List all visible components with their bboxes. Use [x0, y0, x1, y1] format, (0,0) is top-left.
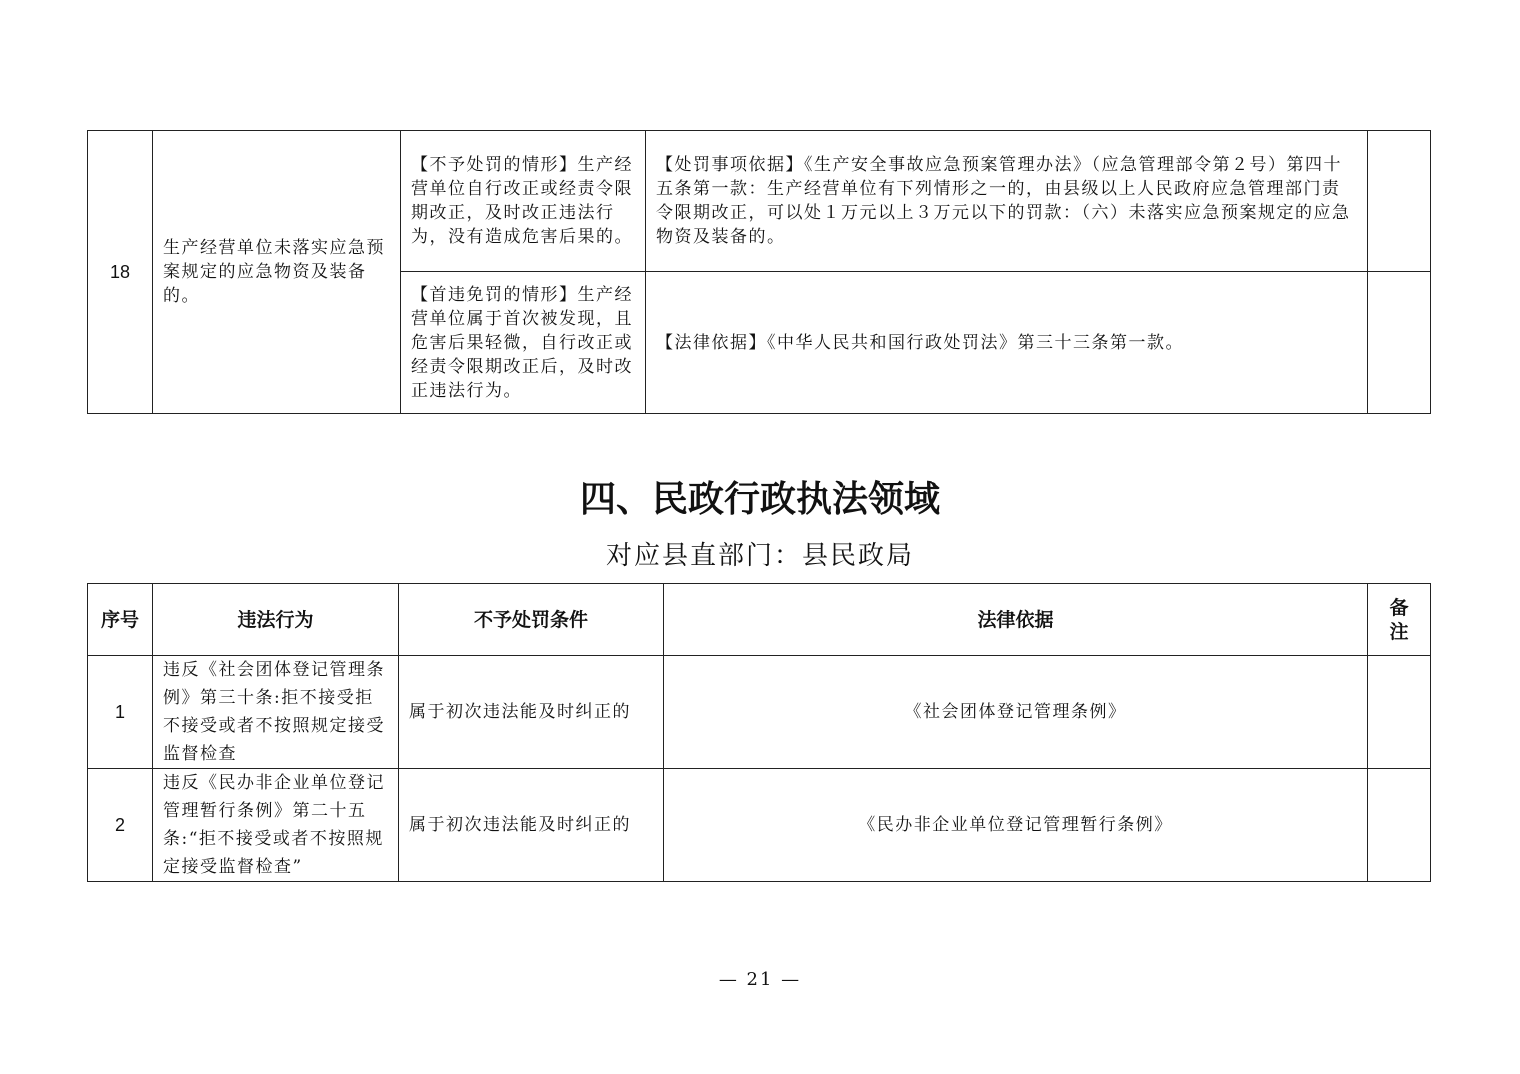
header-number: 序号 [88, 584, 153, 656]
basis-cell: 《社会团体登记管理条例》 [664, 656, 1368, 769]
violation-cell: 违反《民办非企业单位登记管理暂行条例》第二十五条:“拒不接受或者不按照规定接受监督检查” [153, 769, 399, 882]
table-row [88, 769, 1431, 882]
table-row [88, 656, 1431, 769]
remark-cell [1368, 656, 1431, 769]
header-basis: 法律依据 [664, 584, 1368, 656]
basis-cell: 【法律依据】《中华人民共和国行政处罚法》第三十三条第一款。 [646, 272, 1368, 414]
department-line: 对应县直部门：县民政局 [605, 541, 914, 571]
header-condition: 不予处罚条件 [399, 584, 664, 656]
header-violation: 违法行为 [153, 584, 399, 656]
remark-cell [1368, 769, 1431, 882]
basis-cell: 《民办非企业单位登记管理暂行条例》 [664, 769, 1368, 882]
page-number: — 21 — [718, 969, 802, 990]
row-number: 1 [88, 656, 153, 769]
violation-cell: 违反《社会团体登记管理条例》第三十条:拒不接受拒不接受或者不按照规定接受监督检查 [153, 656, 399, 769]
condition-cell: 【首违免罚的情形】生产经营单位属于首次被发现，且危害后果轻微，自行改正或经责令限期改正后，及时改正违法行为。 [401, 272, 646, 414]
remark-cell [1368, 131, 1431, 272]
row-number: 18 [88, 131, 153, 414]
table-row [88, 131, 1431, 272]
condition-cell: 【不予处罚的情形】生产经营单位自行改正或经责令限期改正，及时改正违法行为，没有造成危害后果的。 [401, 131, 646, 272]
remark-cell [1368, 272, 1431, 414]
table-header-row [88, 584, 1431, 656]
violation-cell: 生产经营单位未落实应急预案规定的应急物资及装备的。 [153, 131, 401, 414]
condition-cell: 属于初次违法能及时纠正的 [399, 656, 664, 769]
row-number: 2 [88, 769, 153, 882]
header-remark-line-1: 备 [1389, 596, 1409, 619]
penalty-table-continued [87, 130, 1431, 414]
header-remark-line-2: 注 [1389, 620, 1409, 643]
basis-cell: 【处罚事项依据】《生产安全事故应急预案管理办法》（应急管理部令第２号）第四十五条第一款：生产经营单位有下列情形之一的，由县级以上人民政府应急管理部门责令限期改正，可以处１万元以上３万元以下的罚款：（六）未落实应急预案规定的应急物资及装备的。 [646, 131, 1368, 272]
header-remark [1368, 584, 1431, 656]
condition-cell: 属于初次违法能及时纠正的 [399, 769, 664, 882]
section-title: 四、民政行政执法领域 [579, 479, 940, 520]
civil-affairs-table [87, 583, 1431, 882]
